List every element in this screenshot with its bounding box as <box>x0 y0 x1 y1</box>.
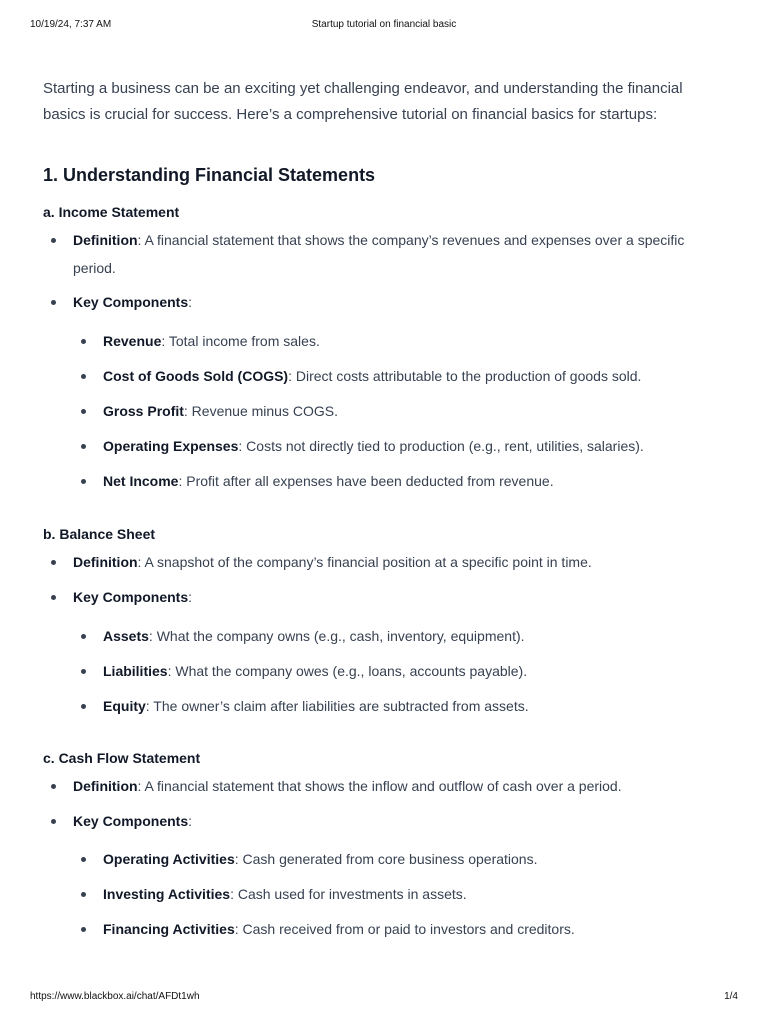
component-text: : Costs not directly tied to production (e.g., rent, utilities, salaries). <box>238 438 644 454</box>
print-url: https://www.blackbox.ai/chat/AFDt1wh <box>30 991 200 1002</box>
section-title: 1. Understanding Financial Statements <box>43 165 376 185</box>
definition-term: Definition <box>73 778 138 794</box>
components-term: Key Components <box>73 294 189 310</box>
list-item <box>43 327 703 355</box>
component-term: Gross Profit <box>103 403 184 419</box>
list-item-definition <box>43 772 703 800</box>
components-colon: : <box>188 813 193 829</box>
definition-term: Definition <box>73 554 138 570</box>
print-datetime: 10/19/24, 7:37 AM <box>30 19 112 30</box>
component-term: Equity <box>103 698 146 714</box>
definition-text: : A financial statement that shows the inflow and outflow of cash over a period. <box>137 778 622 794</box>
print-footer <box>30 991 738 1005</box>
subsection-income-statement <box>43 203 703 495</box>
component-text: : Cash generated from core business operations. <box>234 851 538 867</box>
definition-text: : A snapshot of the company’s financial position at a specific point in time. <box>137 554 592 570</box>
components-colon: : <box>188 589 193 605</box>
component-text: : What the company owns (e.g., cash, inventory, equipment). <box>148 628 525 644</box>
list-item <box>43 845 703 873</box>
component-term: Investing Activities <box>103 886 231 902</box>
list-item <box>43 880 703 908</box>
component-text: : Cash received from or paid to investors and creditors. <box>234 921 575 937</box>
subsection-title: a. Income Statement <box>43 204 180 220</box>
list-item <box>43 915 703 943</box>
subsection-title: c. Cash Flow Statement <box>43 750 201 766</box>
definition-text: : A financial statement that shows the company’s revenues and expenses over a specific period. <box>73 232 685 276</box>
component-term: Operating Expenses <box>103 438 239 454</box>
subsection-title: b. Balance Sheet <box>43 526 156 542</box>
list-item-key-components <box>43 288 703 316</box>
components-term: Key Components <box>73 589 189 605</box>
subsection-balance-sheet <box>43 525 703 720</box>
page-number: 1/4 <box>724 991 738 1002</box>
definition-list <box>43 226 703 316</box>
list-item <box>43 467 703 495</box>
list-item <box>43 622 703 650</box>
component-text: : Cash used for investments in assets. <box>230 886 467 902</box>
components-list <box>43 845 703 943</box>
component-term: Operating Activities <box>103 851 235 867</box>
components-list <box>43 327 703 495</box>
component-text: : Total income from sales. <box>161 333 320 349</box>
component-term: Cost of Goods Sold (COGS) <box>103 368 289 384</box>
list-item-key-components <box>43 807 703 835</box>
list-item-definition <box>43 226 703 282</box>
list-item <box>43 432 703 460</box>
component-term: Financing Activities <box>103 921 235 937</box>
definition-term: Definition <box>73 232 138 248</box>
definition-list <box>43 548 703 611</box>
list-item <box>43 362 703 390</box>
component-text: : Profit after all expenses have been deducted from revenue. <box>178 473 554 489</box>
component-text: : The owner’s claim after liabilities are subtracted from assets. <box>145 698 529 714</box>
list-item <box>43 397 703 425</box>
print-title: Startup tutorial on financial basic <box>311 19 457 30</box>
definition-list <box>43 772 703 835</box>
document-content <box>43 76 703 937</box>
intro-paragraph: Starting a business can be an exciting yet challenging endeavor, and understanding the financial basics is crucial for success. Here’s a comprehensive tutorial on financial basics for startups: <box>43 80 683 123</box>
component-text: : Revenue minus COGS. <box>183 403 338 419</box>
component-term: Net Income <box>103 473 179 489</box>
component-term: Assets <box>103 628 149 644</box>
components-list <box>43 622 703 720</box>
list-item-definition <box>43 548 703 576</box>
list-item-key-components <box>43 583 703 611</box>
list-item <box>43 657 703 685</box>
components-colon: : <box>188 294 193 310</box>
list-item <box>43 692 703 720</box>
print-header <box>30 19 738 33</box>
component-text: : What the company owes (e.g., loans, accounts payable). <box>167 663 528 679</box>
component-term: Liabilities <box>103 663 168 679</box>
subsection-cash-flow-statement <box>43 749 703 943</box>
component-term: Revenue <box>103 333 162 349</box>
components-term: Key Components <box>73 813 189 829</box>
component-text: : Direct costs attributable to the production of goods sold. <box>288 368 642 384</box>
